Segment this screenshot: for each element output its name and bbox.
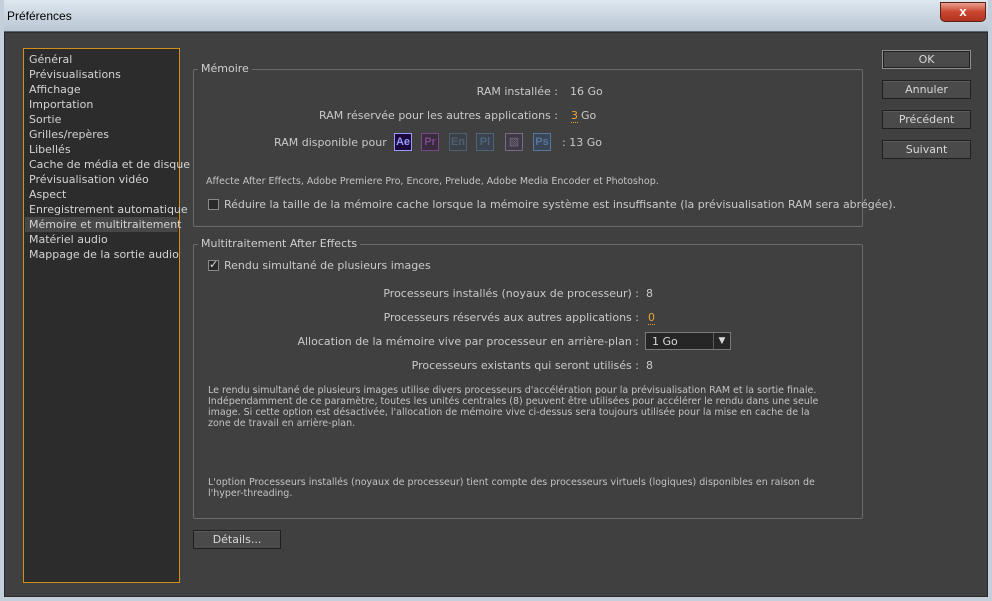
multiprocessing-description: Le rendu simultané de plusieurs images utilise divers processeurs d'accélération pour la prévisualisation RAM et la sortie finale. Indépendamment de ce paramètre, toutes les unités centrales (8) peuvent être utilisées pour accélérer le rendu dans une seule image. Si cette option est désactivée, l'allocation de mémoire vive ci-dessus sera toujours utilisée pour la mise en cache de la zone de travail en arrière-plan.: [208, 385, 819, 429]
sidebar-item[interactable]: Enregistrement automatique: [29, 203, 188, 216]
sidebar-item[interactable]: Cache de média et de disque: [29, 158, 191, 171]
memory-allocation-value: 1 Go: [652, 335, 678, 348]
sidebar-item[interactable]: Prévisualisation vidéo: [29, 173, 149, 186]
sidebar-item[interactable]: Libellés: [29, 143, 71, 156]
app-icon-ps: Ps: [533, 133, 551, 151]
window-title: Préférences: [7, 9, 72, 23]
app-icon-pr: Pr: [421, 133, 439, 151]
memory-allocation-select[interactable]: [645, 332, 731, 350]
app-icon-en: En: [449, 133, 467, 151]
memory-group-title: Mémoire: [198, 62, 252, 75]
sidebar-item[interactable]: Affichage: [29, 83, 81, 96]
sidebar-item[interactable]: Matériel audio: [29, 233, 108, 246]
ram-installed-value: 16 Go: [570, 85, 603, 98]
previous-button[interactable]: Précédent: [882, 110, 971, 129]
title-bar: [0, 0, 992, 32]
sidebar-item[interactable]: Importation: [29, 98, 94, 111]
hyperthreading-note: L'option Processeurs installés (noyaux de processeur) tient compte des processeurs virtuels (logiques) disponibles en raison de l'hyper-threading.: [208, 477, 815, 499]
preferences-category-list[interactable]: [23, 48, 191, 583]
simultaneous-render-checkbox[interactable]: ✓: [209, 258, 219, 271]
simultaneous-render-label: Rendu simultané de plusieurs images: [224, 259, 431, 272]
app-icon-pl: Pl: [476, 133, 494, 151]
ram-reserved-label: RAM réservée pour les autres applications :: [319, 109, 558, 122]
cpu-installed-value: 8: [646, 287, 653, 300]
sidebar-item[interactable]: Sortie: [29, 113, 62, 126]
sidebar-item[interactable]: Grilles/repères: [29, 128, 109, 141]
ram-reserved-value[interactable]: 3: [571, 109, 578, 122]
close-button[interactable]: x: [940, 2, 986, 22]
reduce-cache-label: Réduire la taille de la mémoire cache lorsque la mémoire système est insuffisante (la prévisualisation RAM sera abrégée).: [224, 198, 897, 211]
cpu-reserved-label: Processeurs réservés aux autres applications :: [383, 311, 639, 324]
sidebar-item[interactable]: Général: [29, 53, 73, 66]
sidebar-item[interactable]: Mappage de la sortie audio: [29, 248, 179, 261]
preferences-dialog: [4, 32, 988, 597]
cpu-reserved-value[interactable]: 0: [648, 311, 655, 324]
app-icon-ae: Ae: [394, 133, 412, 151]
ram-reserved-unit: Go: [581, 109, 597, 122]
sidebar-item[interactable]: Aspect: [29, 188, 67, 201]
reduce-cache-checkbox[interactable]: [208, 199, 219, 210]
cancel-button[interactable]: Annuler: [882, 80, 971, 99]
ram-installed-label: RAM installée :: [476, 85, 558, 98]
cpu-installed-label: Processeurs installés (noyaux de processeur) :: [383, 287, 639, 300]
chevron-down-icon: ▼: [713, 333, 730, 349]
memory-allocation-label: Allocation de la mémoire vive par processeur en arrière-plan :: [297, 335, 639, 348]
next-button[interactable]: Suivant: [882, 140, 971, 159]
sidebar-item[interactable]: Mémoire et multitraitement: [25, 217, 178, 232]
ram-available-value: : 13 Go: [562, 136, 602, 149]
ram-available-label: RAM disponible pour: [274, 136, 387, 149]
cpu-used-value: 8: [646, 359, 653, 372]
details-button[interactable]: Détails...: [193, 530, 281, 549]
ok-button[interactable]: OK: [882, 50, 971, 69]
sidebar-item[interactable]: Prévisualisations: [29, 68, 121, 81]
cpu-used-label: Processeurs existants qui seront utilisés :: [411, 359, 639, 372]
multiprocessing-group-title: Multitraitement After Effects: [198, 237, 360, 250]
affects-note: Affecte After Effects, Adobe Premiere Pro, Encore, Prelude, Adobe Media Encoder et Photoshop.: [206, 176, 659, 187]
media-encoder-icon: ▧: [505, 133, 523, 151]
